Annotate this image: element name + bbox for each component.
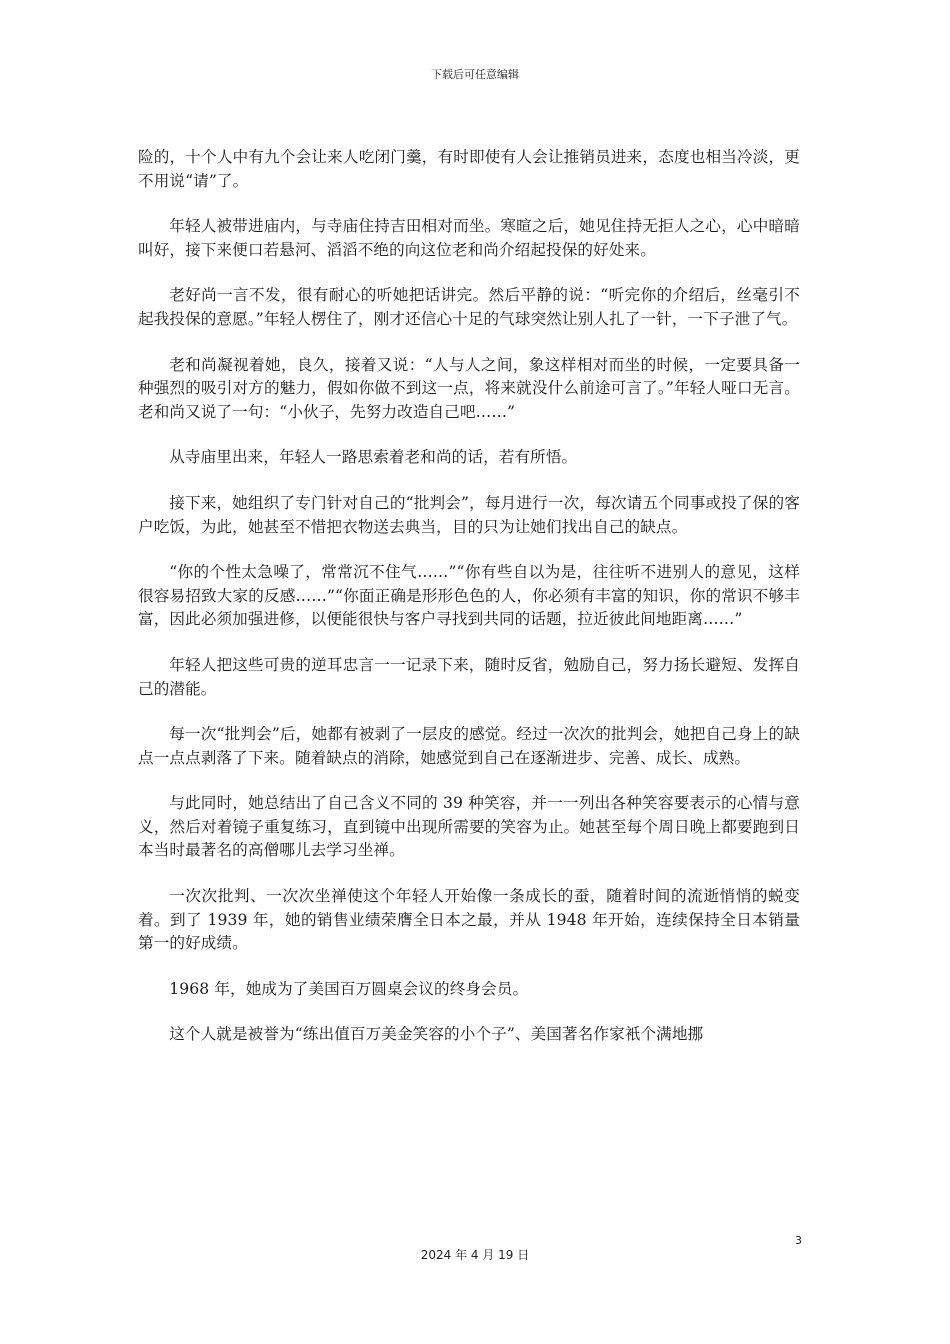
paragraph-5: 从寺庙里出来，年轻人一路思索着老和尚的话，若有所悟。 [169, 448, 578, 467]
page-header: 下载后可任意编辑 [431, 68, 519, 81]
paragraph-13: 这个人就是被誉为“练出值百万美金笑容的小个子”、美国著名作家衹个满地挪 [169, 1025, 704, 1044]
paragraph-3: 老好尚一言不发，很有耐心的听她把话讲完。然后平静的说：“听完你的介绍后，丝毫引不起我投保的意愿。”年轻人楞住了，刚才还信心十足的气球突然让别人扎了一针，一下子泄了气。 [138, 286, 800, 328]
page-number: 3 [795, 1234, 802, 1247]
paragraph-7: “你的个性太急噪了，常常沉不住气……”“你有些自以为是，往往听不进别人的意见，这样很容易招致大家的反感……”“你面正确是形形色色的人，你必须有丰富的知识，你的常识不够丰富，因此必须加强进修，以便能很快与客户寻找到共同的话题，拉近彼此间地距离……” [138, 563, 800, 629]
paragraph-4: 老和尚凝视着她，良久，接着又说：“人与人之间，象这样相对而坐的时候，一定要具备一种强烈的吸引对方的魅力，假如你做不到这一点，将来就没什么前途可言了。”年轻人哑口无言。老和尚又说了一句：“小伙子，先努力改造自己吧……” [138, 355, 800, 421]
paragraph-8: 年轻人把这些可贵的逆耳忠言一一记录下来，随时反省，勉励自己，努力扬长避短、发挥自己的潜能。 [138, 655, 800, 698]
document-body [138, 146, 800, 1069]
paragraph-1: 险的，十个人中有九个会让来人吃闭门羹，有时即使有人会让推销员进来，态度也相当冷淡，更不用说“请”了。 [138, 148, 800, 190]
page-footer-date: 2024 年 4 月 19 日 [420, 1248, 530, 1262]
paragraph-11: 一次次批判、一次次坐禅使这个年轻人开始像一条成长的蚕，随着时间的流逝悄悄的蜕变着。到了 1939 年，她的销售业绩荣膺全日本之最，并从 1948 年开始，连续保持全日本销量第一的好成绩。 [138, 887, 800, 953]
paragraph-2: 年轻人被带进庙内，与寺庙住持吉田相对而坐。寒暄之后，她见住持无拒人之心，心中暗暗叫好，接下来便口若悬河、滔滔不绝的向这位老和尚介绍起投保的好处来。 [138, 217, 800, 259]
paragraph-6: 接下来，她组织了专门针对自己的“批判会”，每月进行一次，每次请五个同事或投了保的客户吃饭，为此，她甚至不惜把衣物送去典当，目的只为让她们找出自己的缺点。 [138, 493, 800, 536]
paragraph-9: 每一次“批判会”后，她都有被剥了一层皮的感觉。经过一次次的批判会，她把自己身上的缺点一点点剥落了下来。随着缺点的消除，她感觉到自己在逐渐进步、完善、成长、成熟。 [138, 725, 800, 767]
paragraph-10: 与此同时，她总结出了自己含义不同的 39 种笑容，并一一列出各种笑容要表示的心情与意义，然后对着镜子重复练习，直到镜中出现所需要的笑容为止。她甚至每个周日晚上都要跑到日本当时最著名的高僧哪儿去学习坐禅。 [138, 794, 800, 860]
paragraph-12: 1968 年，她成为了美国百万圆桌会议的终身会员。 [169, 979, 529, 998]
